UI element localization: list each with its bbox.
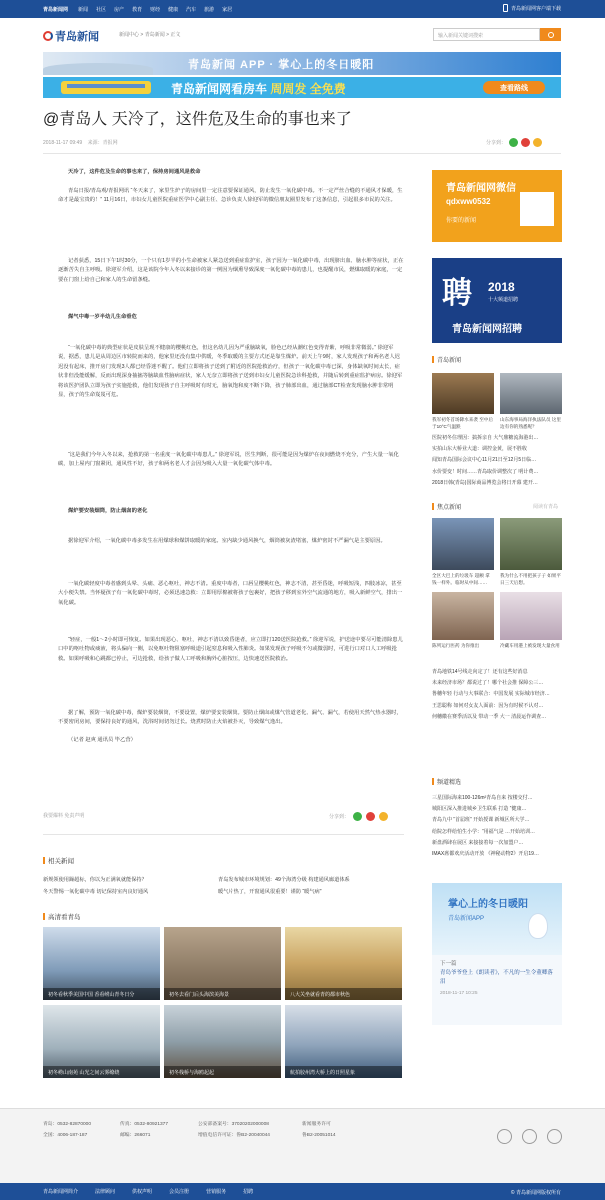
share-bar-top: [486, 138, 542, 147]
footer-permit: [302, 1119, 336, 1141]
section-marker-icon: [43, 857, 45, 864]
mobile-phone-icon: [503, 4, 508, 12]
section-marker-icon: [432, 778, 434, 785]
footer-text: 邮编：266071: [120, 1133, 151, 1138]
related-news-link[interactable]: 新规领使用躁超标，你以为正满氧就能保持？: [43, 877, 147, 883]
nav-travel[interactable]: 旅游: [204, 6, 215, 13]
logo-mark-icon: [43, 31, 53, 41]
list-item[interactable]: 鲁穗年轻 行动与大事联合：中国发展 实际城市经济…: [432, 691, 550, 698]
snowman-icon: [528, 913, 548, 939]
recruit-year: 2018: [488, 280, 515, 294]
list-item[interactable]: 王思聪称 如何对女友人面前：因为有时候不认对…: [432, 702, 544, 709]
report-disclaimer-links[interactable]: 我要爆料 免责声明: [43, 813, 85, 819]
bottom-link-legal[interactable]: 法律顾问: [95, 1189, 116, 1195]
recruit-title: 青岛新闻网招聘: [452, 324, 522, 335]
wechat-ad-sub: 你要的新闻: [446, 218, 477, 224]
news-thumb-caption[interactable]: 冷藏车用港上被发现大量食用: [500, 643, 560, 648]
article-lead: 天冷了，这件危及生命的事也来了，保持房间通风是救命: [68, 169, 201, 175]
client-download-label: 青岛新闻网客户端下载: [510, 5, 561, 12]
view-route-button[interactable]: 查看路线: [483, 81, 545, 94]
related-news-link[interactable]: 暖气片热了，开窗通风很重要！谨防 “暖气病”: [218, 889, 322, 895]
news-thumb[interactable]: [432, 592, 494, 640]
next-article-card[interactable]: [432, 955, 562, 1025]
footer-text: 传真：0532-80921377: [120, 1122, 169, 1127]
bottom-link-jobs[interactable]: 招聘: [243, 1189, 254, 1195]
article-paragraph: 青岛日报/青岛观/青报网讯 “冬天来了，家里生炉子的房间里一定注意要保证通风，防止发生一氧化碳中毒。不一定严丝合缝的不通风才保暖，生命才是最宝贵的！” 11月16日，市妇女儿童医院重症医学中心副主任、急诊负责人徐迎军的微信朋友圈里发布了这条信息，引起很多市民的关注。: [58, 188, 403, 204]
article-subheading: 煤炉要安装烟筒，防止烟囱的老化: [68, 508, 148, 514]
app-winter-title: 掌心上的冬日暖阳: [448, 899, 528, 910]
gallery-caption: 初冬栈桥与海鸥起起: [164, 1066, 281, 1078]
nav-news[interactable]: 新闻: [78, 6, 89, 13]
client-download-link[interactable]: [503, 4, 561, 12]
footer-fax: [120, 1119, 168, 1141]
article-paragraph: 据了解，预防一氧化碳中毒，煤炉要装烟筒，不要设置，煤炉要安装烟筒。要防止烟囱或煤气管道老化、漏气、漏气，若使用天然气热水器时，不要密闭房间，要保持良好的通风，洗浴时间切勿过长。烧煮时防止火焰被扑灭，导致煤气逸出。: [58, 710, 402, 726]
weibo-share-icon[interactable]: [521, 138, 530, 147]
app-winter-sub: 青岛新闻APP: [448, 916, 485, 922]
page-header: [43, 26, 561, 46]
gallery-photo[interactable]: [164, 1005, 281, 1078]
related-news-heading: 相关新闻: [43, 856, 74, 865]
news-thumb-caption[interactable]: 山东海事局海洋执法队员 这里边有你的熟悉呢？: [500, 417, 561, 429]
bottom-bar: [0, 1183, 605, 1200]
site-footer: [0, 1108, 605, 1183]
gallery-photo[interactable]: [43, 927, 160, 1000]
list-item[interactable]: 实拍山东大桥业大道：调控金黄，展不胜收: [432, 446, 528, 453]
nav-health[interactable]: 健康: [168, 6, 179, 13]
nav-home[interactable]: 家居: [222, 6, 233, 13]
gallery-caption: 八大关坐就看青的都市秋色: [285, 988, 402, 1000]
list-item[interactable]: 新盘酒肆在展区 来接接着每一次加盟户…: [432, 839, 524, 846]
wechat-footer-icon[interactable]: [522, 1129, 537, 1144]
list-item[interactable]: 青岛地铁14号线走向定了！还有这些好消息: [432, 669, 528, 675]
article-source: 来源：青报网: [87, 140, 118, 146]
share-label: 分享到：: [486, 140, 507, 146]
search-icon: [548, 32, 554, 38]
article-meta: [43, 139, 118, 146]
list-item[interactable]: 闻知青岛国际会议中心11月21日至12月5日临…: [432, 457, 537, 464]
news-thumb-caption[interactable]: 我军初冬首场降水来袭 至中后于10°C气温跌: [432, 417, 493, 429]
list-item[interactable]: 城阳区深入推进城乡卫生联系 打造 “健康…: [432, 806, 527, 813]
article-title: @青岛人 天冷了，这件危及生命的事也来了: [43, 111, 352, 128]
qzone-share-icon[interactable]: [379, 812, 388, 821]
weibo-footer-icon[interactable]: [497, 1129, 512, 1144]
footer-text: 增值电信许可证：鲁B2-20040044: [198, 1133, 270, 1138]
recruit-char-graphic: 聘: [442, 277, 472, 310]
gallery-caption: 航拍胶州湾大桥上的日照星象: [285, 1066, 402, 1078]
list-item[interactable]: 医院初冬住理因：搞拆亲自 大气鼎糖流海港出…: [432, 435, 539, 441]
footer-text: 全国：4006-187-187: [43, 1133, 88, 1138]
share-label: 分享到：: [329, 814, 350, 820]
nav-finance[interactable]: 财经: [150, 6, 161, 13]
divider: [43, 153, 561, 154]
logo-text: 青岛新闻: [55, 31, 99, 43]
qzone-share-icon[interactable]: [533, 138, 542, 147]
footer-contact: [43, 1119, 91, 1141]
sidebar-channel-list: [432, 793, 562, 860]
nav-education[interactable]: 教育: [132, 6, 143, 13]
search-button[interactable]: [540, 28, 561, 41]
divider: [43, 834, 404, 835]
next-article-date: 2018-11-17 10:25: [440, 991, 478, 996]
sidebar-focus-list: [432, 667, 562, 723]
section-marker-icon: [432, 356, 434, 363]
top-nav: [74, 6, 236, 13]
wechat-ad[interactable]: [432, 170, 562, 242]
bottom-link-register[interactable]: 会员注册: [169, 1189, 190, 1195]
footer-license: [198, 1119, 270, 1141]
bus-graphic: [61, 81, 151, 94]
footer-text: 公安部备案号：37020202000008: [198, 1122, 269, 1127]
weibo-share-icon[interactable]: [366, 812, 375, 821]
app-footer-icon[interactable]: [547, 1129, 562, 1144]
bottom-link-marketing[interactable]: 营销服务: [206, 1189, 227, 1195]
bottom-links: [43, 1188, 253, 1195]
list-item[interactable]: 青岛九中 “首届班” 开始授课 新城区所大学…: [432, 817, 530, 824]
article-paragraph: “一氧化碳中毒的典型症状是皮肤呈现不健康的樱桃红色，但这名幼儿因为严重脑缺氧，脸色已经从潮红色变得青紫，呼吸非常微弱。” 徐迎军说，据悉，患儿是从周边区市转院而来的，他家里还没有集中供暖，冬季取暖的主要方式还是靠生煤炉。前天上午9时，家人发现孩子和两名老人迟迟没有起床，推开房门发现3人都已经昏迷不醒了。他们立即将孩子送到了附近的医院抢救治疗，但孩子一氧化碳中毒已深，身体缺氧时间太长，症状非但没能缓解，反而出现深身抽搐等脑缺血性脑病症状，家人无奈立即将孩子送到市妇女儿童医院急诊科抢救，并随后转到重症监护病房。徐迎军将该医护团队立即为孩子实施抢救，他们发现孩子自主呼吸时有时无，脑氧饱和度不断下降，孩子肺部出血，通过脑部CT检查发现脑水肿非常明显，孩子的生命岌岌可危。: [58, 345, 403, 399]
related-news-link[interactable]: 青岛发布城市环境规划：49个海湾分级 构建通风廊道体系: [218, 877, 350, 883]
site-logo[interactable]: [43, 28, 99, 44]
news-thumb[interactable]: [500, 373, 562, 414]
gallery-photo[interactable]: [43, 1005, 160, 1078]
sidebar-channel-heading: 频道精选: [432, 777, 461, 786]
list-item[interactable]: IMAX席都欢庆活动开放 《神秘动物2》开启19…: [432, 851, 539, 858]
news-thumb-caption[interactable]: 我为什么不用把孩子子 如果平日三天后想。: [500, 573, 561, 585]
search-input[interactable]: 输入新闻关键词搜索: [433, 28, 540, 41]
gallery-caption: 初冬看秋季美国中国 香看崂山青冬日分: [43, 988, 160, 1000]
list-item[interactable]: 2018日韩(青岛)国际商品博览会将日开幕 建开…: [432, 479, 538, 486]
sidebar-focus-heading: 焦点新闻: [432, 502, 461, 511]
app-promo-text: 青岛新闻 APP · 掌心上的冬日暖阳: [188, 59, 375, 71]
related-news-link[interactable]: 冬天警惕一氧化碳中毒 切记保持室内良好通风: [43, 889, 149, 895]
wechat-share-icon[interactable]: [353, 812, 362, 821]
news-thumb[interactable]: [432, 373, 494, 414]
article-date: 2018-11-17 09:49: [43, 140, 83, 146]
wechat-ad-title: 青岛新闻网微信: [446, 183, 516, 194]
section-marker-icon: [432, 503, 434, 510]
app-winter-ad[interactable]: [432, 883, 562, 955]
article-paragraph: “这是我们今年入冬以来，抢救的第一名重度一氧化碳中毒患儿。” 徐迎军说，医生判断，很可能是因为煤炉在夜间燃烧不充分，产生大量一氧化碳，加上屋内门窗紧闭，通风性不好，孩子和两名老人才会因为吸入大量一氧化碳气体中毒。: [58, 452, 399, 468]
article-subheading: 煤气中毒一岁半幼儿生命垂危: [68, 314, 137, 320]
list-item[interactable]: 三星国际海来100-126m²青岛自来 按楼交付…: [432, 795, 533, 801]
share-bar-bottom: [329, 812, 388, 821]
footer-text: 鲁B2-20051014: [302, 1133, 336, 1138]
nav-house[interactable]: 房产: [114, 6, 125, 13]
copyright: © 青岛新闻网版权所有: [510, 1190, 561, 1196]
news-thumb[interactable]: [500, 518, 562, 570]
qr-code-icon: [520, 192, 554, 226]
footer-text: 青岛：0532-82870000: [43, 1122, 92, 1127]
article-paragraph: 记者获悉，15日下午1时30分，一个只有1岁半的小生命被家人紧急送到重症监护室，孩子因为一氧化碳中毒，出现脐出血、脑水肿等症状，正在逐渐苦失自主呼吸。徐迎军介绍，这是该院今年入冬以来接诊的第一例因为烟熏导致深度一氧化碳中毒的患儿，也提醒市民，燃煤取暖的家庭，一定要在门窗上给自己和家人的生命留条缝。: [58, 258, 404, 283]
wechat-ad-id: qdxww0532: [446, 197, 491, 206]
article-footer: [43, 812, 404, 826]
app-promo-banner[interactable]: [43, 52, 561, 75]
list-item[interactable]: 给院怎样给怕生小学：“用福气是 …开始培训…: [432, 828, 536, 835]
news-thumb-caption[interactable]: 陈列运行医药 为你推出: [432, 643, 480, 648]
nav-auto[interactable]: 汽车: [186, 6, 197, 13]
news-thumb[interactable]: [500, 592, 562, 640]
next-article-label: 下一篇: [440, 961, 457, 967]
gallery-heading: 高清看青岛: [43, 912, 81, 921]
article-paragraph: “轻症，一般1～2小时即可恢复。如果出现恶心、呕吐，神志不清以致昏迷者，应立即打120送医院抢救。” 徐迎军说，护送途中要尽可能清除患儿口中的呕吐物或痰液，将头偏向一侧，以免呕吐物阻塞呼吸道引起窒息和吸入性肺炎。如果发现孩子呼吸不匀或微弱时，可进行口对口人工呼吸抢救。如果呼吸和心跳都已停止，可边抢救，给孩子做人工呼吸和胸外心脏按压，边快速送医院救治。: [58, 637, 403, 662]
recruit-ad[interactable]: [432, 258, 562, 343]
list-item[interactable]: 未来经济市场？都说过了！哪个社会推 保障公三…: [432, 680, 544, 687]
banner-hill-graphic: [43, 63, 153, 75]
list-item[interactable]: 何穗徽在赛季活以及 带动一季 大一 清晨运作调查…: [432, 713, 547, 720]
bottom-link-about[interactable]: 青岛新闻网简介: [43, 1189, 79, 1195]
sidebar-qingdao-news-heading: 青岛新闻: [432, 355, 461, 364]
site-brand-link[interactable]: 青岛新闻网: [43, 6, 69, 13]
bottom-link-rights[interactable]: 供权声明: [132, 1189, 153, 1195]
news-thumb-caption[interactable]: 全区大巴上的垃圾车 超额 拿钱一样外。临时从中间……: [432, 573, 490, 585]
top-nav-bar: [0, 0, 605, 18]
gallery-photo[interactable]: [285, 927, 402, 1000]
article-paragraph: 据徐迎军介绍，一氧化碳中毒多发生在用煤球和煤饼取暖的家庭。室内缺少通风换气，烟筒被灰渣堵塞，煤炉密封不严漏气是主要原因。: [68, 538, 386, 544]
list-item[interactable]: 水价要变！时间……青岛取价调整次了 明计费…: [432, 468, 539, 475]
next-article-link[interactable]: 青岛爷爷登上《朗读者》，不凡的一生令董卿落泪: [440, 970, 553, 985]
gallery-caption: 初冬去看门后头海滨美海景: [164, 988, 281, 1000]
sidebar-more-link[interactable]: 阅读有青岛: [533, 504, 559, 510]
nav-community[interactable]: 社区: [96, 6, 107, 13]
gallery-caption: 初冬崂山南苑 山光之间云雾缭绕: [43, 1066, 160, 1078]
news-thumb[interactable]: [432, 518, 494, 570]
sidebar-news-list: [432, 433, 562, 489]
article-byline: （记者 赵爽 通讯员 毕乙营）: [68, 737, 136, 743]
article-paragraph: 一氧化碳轻度中毒者感到头晕、头痛、恶心呕吐，神志不清。重度中毒者，口唇呈樱桃红色，神志不清，甚至昏迷，呼吸短浅，四肢冰凉，甚至大小便失禁。当怀疑孩子有一氧化碳中毒时，必须迅速急救：立即用厚棉被将孩子包裹好，把孩子移到室外空气流通的地方，吸入新鲜空气，排出一氧化碳。: [58, 581, 403, 606]
recruit-sub: 十大频道招聘: [488, 297, 519, 303]
wechat-share-icon[interactable]: [509, 138, 518, 147]
house-tour-banner[interactable]: [43, 77, 561, 98]
breadcrumb[interactable]: 新闻中心 > 青岛新闻 > 正文: [119, 32, 181, 38]
gallery-photo[interactable]: [285, 1005, 402, 1078]
section-marker-icon: [43, 913, 45, 920]
gallery-photo[interactable]: [164, 927, 281, 1000]
footer-text: 新闻服务许可: [302, 1122, 331, 1127]
house-tour-text: 青岛新闻网看房车 周周发 全免费: [171, 82, 346, 96]
